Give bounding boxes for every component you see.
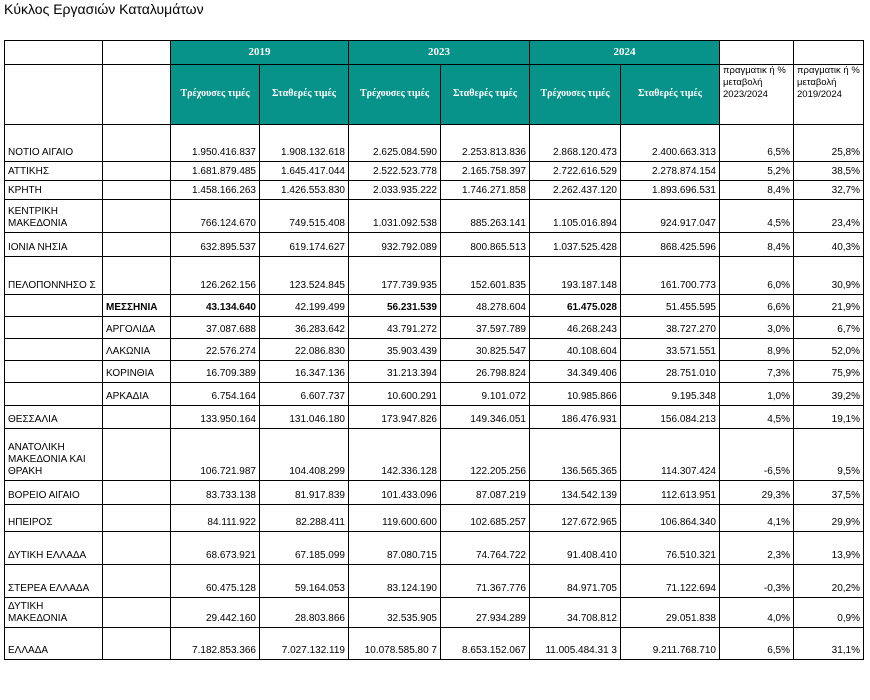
current-2023-cell: 10.600.291 [349, 383, 441, 406]
header-blank-cell [5, 41, 103, 65]
header-blank-cell [5, 65, 103, 125]
current-2024-cell: 2.722.616.529 [530, 162, 621, 181]
table-row [5, 505, 864, 532]
pct-2019-2024-cell: 9,5% [794, 429, 864, 481]
constant-2024-cell: 106.864.340 [621, 505, 720, 532]
subregion-cell [103, 505, 171, 532]
year-2024-header: 2024 [530, 41, 720, 65]
constant-2023-cell: 37.597.789 [441, 317, 530, 339]
table-row [5, 406, 864, 429]
current-2024-cell: 186.476.931 [530, 406, 621, 429]
constant-2019-cell: 67.185.099 [260, 532, 349, 565]
constant-2019-cell: 36.283.642 [260, 317, 349, 339]
subregion-cell: ΑΡΓΟΛΙΔΑ [103, 317, 171, 339]
pct-change-2023-2024-header: πραγματικ ή % μεταβολή 2023/2024 [720, 65, 794, 125]
current-prices-2024-header: Τρέχουσες τιμές [530, 65, 621, 125]
table-row [5, 481, 864, 505]
current-2019-cell: 60.475.128 [171, 565, 260, 598]
header-blank-cell [103, 65, 171, 125]
region-cell: ΔΥΤΙΚΗ ΕΛΛΑΔΑ [5, 532, 103, 565]
current-2019-cell: 68.673.921 [171, 532, 260, 565]
constant-2023-cell: 8.653.152.067 [441, 628, 530, 660]
constant-2023-cell: 2.165.758.397 [441, 162, 530, 181]
pct-2019-2024-cell: 19,1% [794, 406, 864, 429]
constant-2019-cell: 104.408.299 [260, 429, 349, 481]
constant-2023-cell: 152.601.835 [441, 257, 530, 295]
subregion-cell [103, 598, 171, 628]
current-2019-cell: 83.733.138 [171, 481, 260, 505]
year-2019-header: 2019 [171, 41, 349, 65]
header-blank-cell [794, 41, 864, 65]
subregion-cell [103, 406, 171, 429]
current-2024-cell: 136.565.365 [530, 429, 621, 481]
pct-2023-2024-cell: 6,5% [720, 125, 794, 162]
pct-2023-2024-cell: 8,4% [720, 181, 794, 200]
current-2023-cell: 932.792.089 [349, 233, 441, 257]
year-2023-header: 2023 [349, 41, 530, 65]
subregion-cell [103, 233, 171, 257]
current-2023-cell: 87.080.715 [349, 532, 441, 565]
page-title: Κύκλος Εργασιών Καταλυμάτων [4, 1, 204, 17]
current-2023-cell: 83.124.190 [349, 565, 441, 598]
pct-2019-2024-cell: 30,9% [794, 257, 864, 295]
region-cell [5, 383, 103, 406]
constant-2019-cell: 81.917.839 [260, 481, 349, 505]
table-row [5, 565, 864, 598]
constant-2024-cell: 2.400.663.313 [621, 125, 720, 162]
current-2024-cell: 91.408.410 [530, 532, 621, 565]
constant-2019-cell: 131.046.180 [260, 406, 349, 429]
current-2023-cell: 31.213.394 [349, 361, 441, 383]
region-cell: ΣΤΕΡΕΑ ΕΛΛΑΔΑ [5, 565, 103, 598]
current-2019-cell: 37.087.688 [171, 317, 260, 339]
current-2019-cell: 16.709.389 [171, 361, 260, 383]
constant-2023-cell: 27.934.289 [441, 598, 530, 628]
current-2024-cell: 2.868.120.473 [530, 125, 621, 162]
current-2019-cell: 766.124.670 [171, 200, 260, 233]
current-2023-cell: 2.033.935.222 [349, 181, 441, 200]
table-row [5, 628, 864, 660]
region-cell: ΔΥΤΙΚΗ ΜΑΚΕΔΟΝΙΑ [5, 598, 103, 628]
constant-2024-cell: 71.122.694 [621, 565, 720, 598]
region-cell: ΝΟΤΙΟ ΑΙΓΑΙΟ [5, 125, 103, 162]
pct-2019-2024-cell: 20,2% [794, 565, 864, 598]
constant-2019-cell: 16.347.136 [260, 361, 349, 383]
constant-2019-cell: 42.199.499 [260, 295, 349, 317]
current-2024-cell: 84.971.705 [530, 565, 621, 598]
constant-2023-cell: 87.087.219 [441, 481, 530, 505]
price-header-row [5, 65, 864, 125]
current-2019-cell: 6.754.164 [171, 383, 260, 406]
subregion-cell [103, 181, 171, 200]
constant-2023-cell: 122.205.256 [441, 429, 530, 481]
subregion-cell [103, 481, 171, 505]
current-2019-cell: 29.442.160 [171, 598, 260, 628]
current-2019-cell: 632.895.537 [171, 233, 260, 257]
region-cell: ΚΡΗΤΗ [5, 181, 103, 200]
region-cell: ΚΕΝΤΡΙΚΗ ΜΑΚΕΔΟΝΙΑ [5, 200, 103, 233]
constant-2023-cell: 885.263.141 [441, 200, 530, 233]
current-2023-cell: 32.535.905 [349, 598, 441, 628]
pct-2023-2024-cell: 6,6% [720, 295, 794, 317]
table-row [5, 162, 864, 181]
constant-2023-cell: 74.764.722 [441, 532, 530, 565]
subregion-cell [103, 565, 171, 598]
pct-2019-2024-cell: 23,4% [794, 200, 864, 233]
constant-2019-cell: 619.174.627 [260, 233, 349, 257]
region-cell: ΕΛΛΑΔΑ [5, 628, 103, 660]
current-2024-cell: 1.037.525.428 [530, 233, 621, 257]
table-row [5, 339, 864, 361]
constant-2023-cell: 26.798.824 [441, 361, 530, 383]
constant-2024-cell: 1.893.696.531 [621, 181, 720, 200]
constant-2024-cell: 112.613.951 [621, 481, 720, 505]
pct-2023-2024-cell: 2,3% [720, 532, 794, 565]
current-2024-cell: 127.672.965 [530, 505, 621, 532]
current-2019-cell: 133.950.164 [171, 406, 260, 429]
table-row [5, 200, 864, 233]
pct-2023-2024-cell: 7,3% [720, 361, 794, 383]
pct-2019-2024-cell: 52,0% [794, 339, 864, 361]
pct-2023-2024-cell: -6,5% [720, 429, 794, 481]
constant-2019-cell: 22.086.830 [260, 339, 349, 361]
constant-2023-cell: 9.101.072 [441, 383, 530, 406]
table-row [5, 429, 864, 481]
current-2019-cell: 106.721.987 [171, 429, 260, 481]
header-blank-cell [103, 41, 171, 65]
current-2023-cell: 35.903.439 [349, 339, 441, 361]
region-cell: ΘΕΣΣΑΛΙΑ [5, 406, 103, 429]
pct-2019-2024-cell: 25,8% [794, 125, 864, 162]
constant-prices-2023-header: Σταθερές τιμές [441, 65, 530, 125]
current-2024-cell: 61.475.028 [530, 295, 621, 317]
pct-2023-2024-cell: 4,5% [720, 200, 794, 233]
pct-2019-2024-cell: 75,9% [794, 361, 864, 383]
table-row [5, 295, 864, 317]
current-2019-cell: 126.262.156 [171, 257, 260, 295]
table-row [5, 233, 864, 257]
constant-2019-cell: 1.426.553.830 [260, 181, 349, 200]
header-blank-cell [720, 41, 794, 65]
current-prices-2019-header: Τρέχουσες τιμές [171, 65, 260, 125]
constant-2024-cell: 76.510.321 [621, 532, 720, 565]
subregion-cell [103, 257, 171, 295]
region-cell: ΠΕΛΟΠΟΝΝΗΣΟ Σ [5, 257, 103, 295]
subregion-cell: ΜΕΣΣΗΝΙΑ [103, 295, 171, 317]
constant-2024-cell: 924.917.047 [621, 200, 720, 233]
constant-2019-cell: 7.027.132.119 [260, 628, 349, 660]
constant-prices-2019-header: Σταθερές τιμές [260, 65, 349, 125]
pct-2023-2024-cell: 3,0% [720, 317, 794, 339]
current-2023-cell: 2.625.084.590 [349, 125, 441, 162]
subregion-cell: ΚΟΡΙΝΘΙΑ [103, 361, 171, 383]
pct-2023-2024-cell: 4,1% [720, 505, 794, 532]
constant-2024-cell: 51.455.595 [621, 295, 720, 317]
constant-2023-cell: 71.367.776 [441, 565, 530, 598]
pct-2019-2024-cell: 38,5% [794, 162, 864, 181]
current-2023-cell: 43.791.272 [349, 317, 441, 339]
subregion-cell [103, 125, 171, 162]
turnover-table [4, 40, 864, 660]
current-2023-cell: 173.947.826 [349, 406, 441, 429]
subregion-cell [103, 200, 171, 233]
pct-2023-2024-cell: 8,4% [720, 233, 794, 257]
constant-2019-cell: 1.645.417.044 [260, 162, 349, 181]
pct-2019-2024-cell: 0,9% [794, 598, 864, 628]
constant-2019-cell: 123.524.845 [260, 257, 349, 295]
pct-2023-2024-cell: -0,3% [720, 565, 794, 598]
current-2019-cell: 22.576.274 [171, 339, 260, 361]
table-row [5, 125, 864, 162]
current-2019-cell: 1.458.166.263 [171, 181, 260, 200]
constant-2023-cell: 800.865.513 [441, 233, 530, 257]
table-row [5, 361, 864, 383]
constant-2023-cell: 30.825.547 [441, 339, 530, 361]
constant-prices-2024-header: Σταθερές τιμές [621, 65, 720, 125]
pct-2023-2024-cell: 6,5% [720, 628, 794, 660]
constant-2024-cell: 33.571.551 [621, 339, 720, 361]
constant-2024-cell: 161.700.773 [621, 257, 720, 295]
constant-2023-cell: 48.278.604 [441, 295, 530, 317]
current-2024-cell: 10.985.866 [530, 383, 621, 406]
pct-2023-2024-cell: 29,3% [720, 481, 794, 505]
table-row [5, 532, 864, 565]
pct-2019-2024-cell: 31,1% [794, 628, 864, 660]
pct-2019-2024-cell: 6,7% [794, 317, 864, 339]
constant-2024-cell: 2.278.874.154 [621, 162, 720, 181]
current-2024-cell: 46.268.243 [530, 317, 621, 339]
current-2023-cell: 177.739.935 [349, 257, 441, 295]
current-2023-cell: 10.078.585.80 7 [349, 628, 441, 660]
constant-2019-cell: 6.607.737 [260, 383, 349, 406]
table-row [5, 181, 864, 200]
pct-change-2019-2024-header: πραγματικ ή % μεταβολή 2019/2024 [794, 65, 864, 125]
table-row [5, 257, 864, 295]
pct-2023-2024-cell: 8,9% [720, 339, 794, 361]
subregion-cell: ΑΡΚΑΔΙΑ [103, 383, 171, 406]
current-prices-2023-header: Τρέχουσες τιμές [349, 65, 441, 125]
pct-2023-2024-cell: 5,2% [720, 162, 794, 181]
table-row [5, 383, 864, 406]
current-2024-cell: 34.349.406 [530, 361, 621, 383]
current-2023-cell: 119.600.600 [349, 505, 441, 532]
pct-2023-2024-cell: 6,0% [720, 257, 794, 295]
region-cell [5, 317, 103, 339]
pct-2023-2024-cell: 4,0% [720, 598, 794, 628]
pct-2023-2024-cell: 4,5% [720, 406, 794, 429]
current-2019-cell: 43.134.640 [171, 295, 260, 317]
subregion-cell [103, 532, 171, 565]
current-2023-cell: 2.522.523.778 [349, 162, 441, 181]
constant-2024-cell: 868.425.596 [621, 233, 720, 257]
constant-2023-cell: 1.746.271.858 [441, 181, 530, 200]
table-row [5, 598, 864, 628]
current-2024-cell: 1.105.016.894 [530, 200, 621, 233]
pct-2019-2024-cell: 21,9% [794, 295, 864, 317]
region-cell [5, 339, 103, 361]
current-2024-cell: 40.108.604 [530, 339, 621, 361]
subregion-cell [103, 162, 171, 181]
subregion-cell: ΛΑΚΩΝΙΑ [103, 339, 171, 361]
current-2019-cell: 84.111.922 [171, 505, 260, 532]
current-2023-cell: 142.336.128 [349, 429, 441, 481]
current-2023-cell: 56.231.539 [349, 295, 441, 317]
region-cell: ΑΤΤΙΚΗΣ [5, 162, 103, 181]
region-cell: ΗΠΕΙΡΟΣ [5, 505, 103, 532]
constant-2019-cell: 82.288.411 [260, 505, 349, 532]
constant-2019-cell: 59.164.053 [260, 565, 349, 598]
pct-2019-2024-cell: 40,3% [794, 233, 864, 257]
constant-2024-cell: 156.084.213 [621, 406, 720, 429]
pct-2019-2024-cell: 39,2% [794, 383, 864, 406]
subregion-cell [103, 429, 171, 481]
constant-2024-cell: 38.727.270 [621, 317, 720, 339]
constant-2019-cell: 1.908.132.618 [260, 125, 349, 162]
constant-2023-cell: 102.685.257 [441, 505, 530, 532]
current-2024-cell: 2.262.437.120 [530, 181, 621, 200]
pct-2019-2024-cell: 29,9% [794, 505, 864, 532]
constant-2019-cell: 28.803.866 [260, 598, 349, 628]
pct-2019-2024-cell: 32,7% [794, 181, 864, 200]
year-header-row [5, 41, 864, 65]
current-2019-cell: 7.182.853.366 [171, 628, 260, 660]
region-cell [5, 361, 103, 383]
constant-2024-cell: 29.051.838 [621, 598, 720, 628]
constant-2024-cell: 114.307.424 [621, 429, 720, 481]
region-cell: ΒΟΡΕΙΟ ΑΙΓΑΙΟ [5, 481, 103, 505]
subregion-cell [103, 628, 171, 660]
region-cell [5, 295, 103, 317]
constant-2023-cell: 149.346.051 [441, 406, 530, 429]
current-2024-cell: 193.187.148 [530, 257, 621, 295]
current-2024-cell: 11.005.484.31 3 [530, 628, 621, 660]
constant-2019-cell: 749.515.408 [260, 200, 349, 233]
current-2024-cell: 34.708.812 [530, 598, 621, 628]
region-cell: ΙΟΝΙΑ ΝΗΣΙΑ [5, 233, 103, 257]
current-2024-cell: 134.542.139 [530, 481, 621, 505]
region-cell: ΑΝΑΤΟΛΙΚΗ ΜΑΚΕΔΟΝΙΑ ΚΑΙ ΘΡΑΚΗ [5, 429, 103, 481]
constant-2024-cell: 9.211.768.710 [621, 628, 720, 660]
current-2019-cell: 1.950.416.837 [171, 125, 260, 162]
constant-2024-cell: 28.751.010 [621, 361, 720, 383]
current-2023-cell: 1.031.092.538 [349, 200, 441, 233]
pct-2019-2024-cell: 37,5% [794, 481, 864, 505]
pct-2023-2024-cell: 1,0% [720, 383, 794, 406]
current-2023-cell: 101.433.096 [349, 481, 441, 505]
current-2019-cell: 1.681.879.485 [171, 162, 260, 181]
table-row [5, 317, 864, 339]
constant-2023-cell: 2.253.813.836 [441, 125, 530, 162]
pct-2019-2024-cell: 13,9% [794, 532, 864, 565]
constant-2024-cell: 9.195.348 [621, 383, 720, 406]
